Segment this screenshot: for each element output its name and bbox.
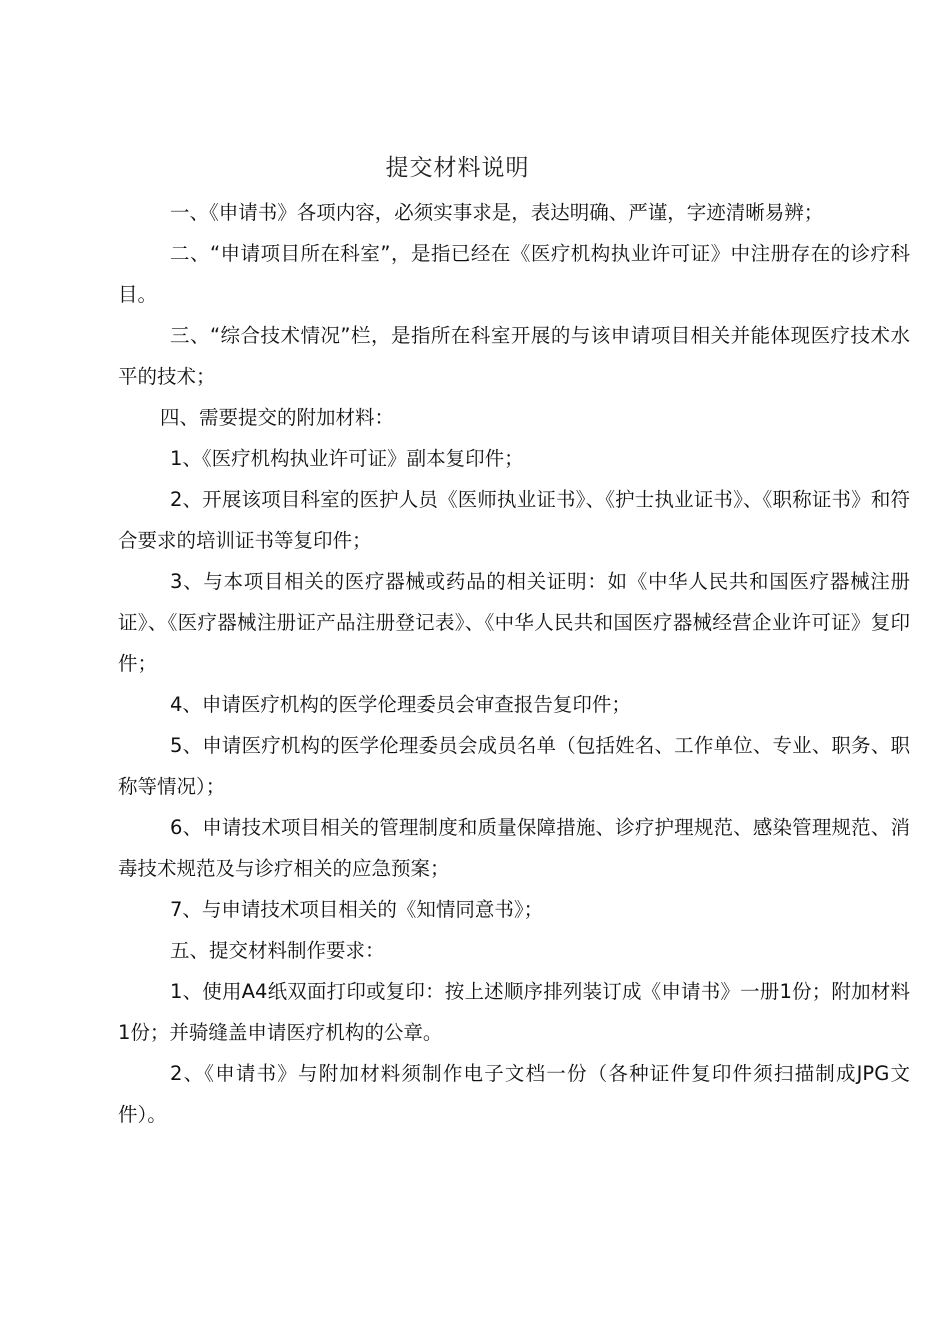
paragraph-3: 三、“综合技术情况”栏，是指所在科室开展的与该申请项目相关并能体现医疗技术水平的技术； (118, 324, 910, 388)
paragraph-7: 3、与本项目相关的医疗器械或药品的相关证明：如《中华人民共和国医疗器械注册证》、《医疗器械注册证产品注册登记表》、《中华人民共和国医疗器械经营企业许可证》复印件； (118, 570, 910, 675)
document-body (118, 192, 910, 1135)
paragraph-2: 二、“申请项目所在科室”，是指已经在《医疗机构执业许可证》中注册存在的诊疗科目。 (118, 242, 910, 306)
paragraph-5: 1、《医疗机构执业许可证》副本复印件； (170, 447, 524, 470)
document-title: 提交材料说明 (385, 155, 530, 181)
paragraph-13: 1、使用A4纸双面打印或复印：按上述顺序排列装订成《申请书》一册1份；附加材料1份；并骑缝盖申请医疗机构的公章。 (118, 980, 910, 1044)
paragraph-10: 6、申请技术项目相关的管理制度和质量保障措施、诊疗护理规范、感染管理规范、消毒技术规范及与诊疗相关的应急预案； (118, 816, 910, 880)
paragraph-8: 4、申请医疗机构的医学伦理委员会审查报告复印件； (170, 693, 631, 716)
paragraph-9: 5、申请医疗机构的医学伦理委员会成员名单（包括姓名、工作单位、专业、职务、职称等情况）； (118, 734, 910, 798)
paragraph-1: 一、《申请书》各项内容，必须实事求是，表达明确、严谨，字迹清晰易辨； (170, 201, 824, 224)
paragraph-4: 四、需要提交的附加材料： (160, 406, 395, 429)
paragraph-11: 7、与申请技术项目相关的《知情同意书》； (170, 898, 544, 921)
paragraph-12: 五、提交材料制作要求： (170, 939, 385, 962)
paragraph-14: 2、《申请书》与附加材料须制作电子文档一份（各种证件复印件须扫描制成JPG文件）。 (118, 1062, 910, 1126)
paragraph-6: 2、开展该项目科室的医护人员《医师执业证书》、《护士执业证书》、《职称证书》和符合要求的培训证书等复印件； (118, 488, 910, 552)
